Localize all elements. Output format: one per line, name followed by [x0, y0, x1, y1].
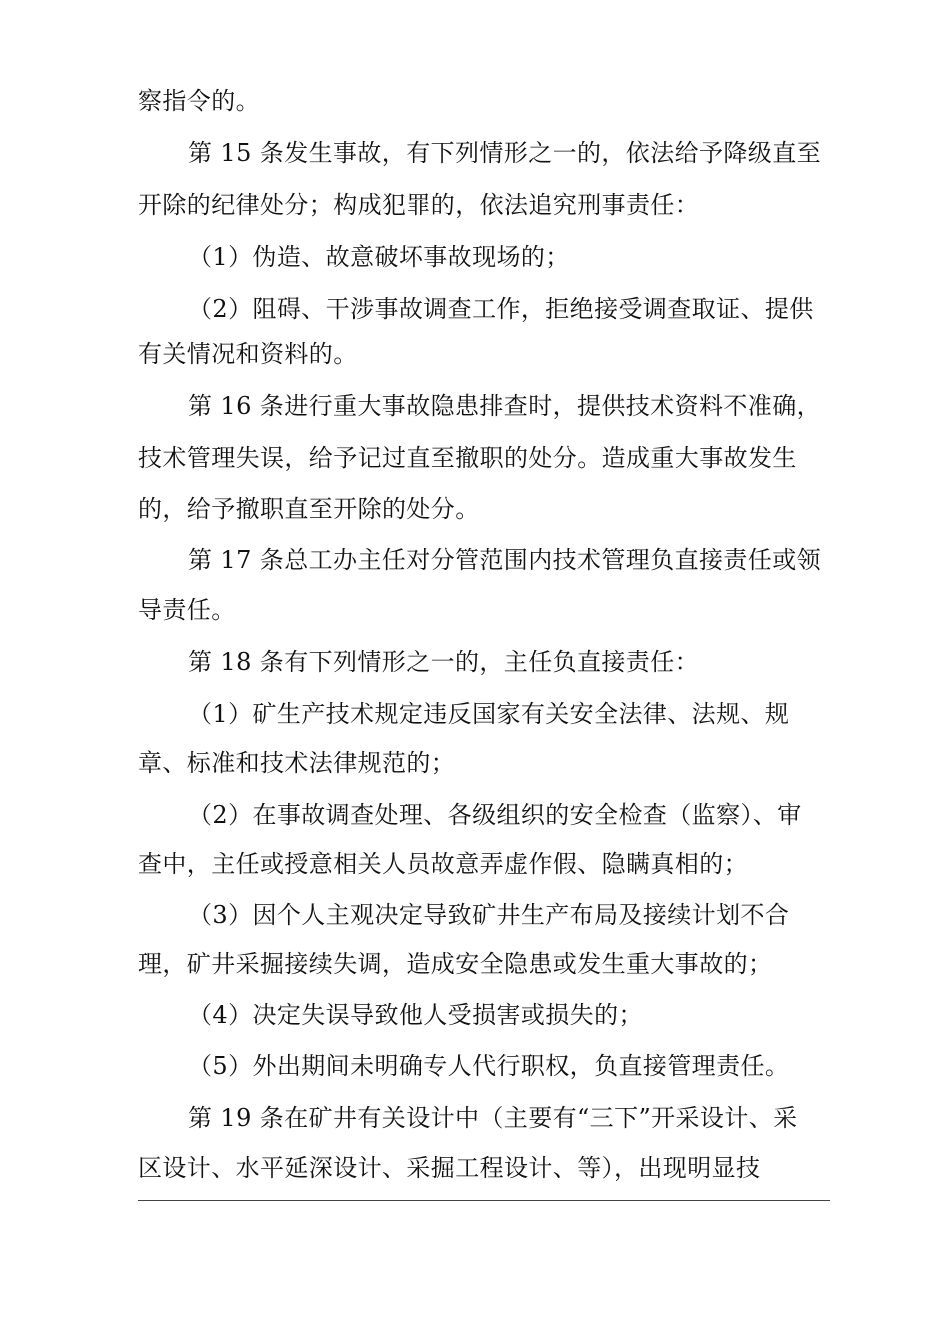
text-line: 的，给予撤职直至开除的处分。 [138, 495, 480, 523]
clause-line: （4）决定失误导致他人受损害或损失的； [188, 1001, 643, 1029]
text-line: 导责任。 [138, 596, 236, 624]
clause-line: （1）矿生产技术规定违反国家有关安全法律、法规、规 [188, 700, 790, 728]
text-line: 开除的纪律处分；构成犯罪的，依法追究刑事责任： [138, 191, 700, 219]
clause-line: （5）外出期间未明确专人代行职权，负直接管理责任。 [188, 1052, 790, 1080]
text-line: 有关情况和资料的。 [138, 340, 358, 368]
text-line: 技术管理失误，给予记过直至撤职的处分。造成重大事故发生 [138, 444, 797, 472]
article-15-line: 第 15 条发生事故，有下列情形之一的，依法给予降级直至 [188, 139, 821, 167]
footer-divider [138, 1200, 830, 1201]
text-line: 察指令的。 [138, 87, 260, 115]
text-line: 区设计、水平延深设计、采掘工程设计、等），出现明显技 [138, 1154, 761, 1182]
article-18-line: 第 18 条有下列情形之一的，主任负直接责任： [188, 648, 699, 676]
clause-line: （2）在事故调查处理、各级组织的安全检查（监察）、审 [188, 801, 802, 829]
clause-line: （2）阻碍、干涉事故调查工作，拒绝接受调查取证、提供 [188, 295, 814, 323]
text-line: 查中，主任或授意相关人员故意弄虚作假、隐瞒真相的； [138, 850, 748, 878]
article-16-line: 第 16 条进行重大事故隐患排查时，提供技术资料不准确， [188, 392, 821, 420]
article-17-line: 第 17 条总工办主任对分管范围内技术管理负直接责任或领 [188, 546, 821, 574]
article-19-line: 第 19 条在矿井有关设计中（主要有“三下”开采设计、采 [188, 1104, 798, 1132]
text-line: 章、标准和技术法律规范的； [138, 749, 456, 777]
clause-line: （3）因个人主观决定导致矿井生产布局及接续计划不合 [188, 901, 790, 929]
text-line: 理，矿井采掘接续失调，造成安全隐患或发生重大事故的； [138, 950, 773, 978]
clause-line: （1）伪造、故意破坏事故现场的； [188, 243, 570, 271]
